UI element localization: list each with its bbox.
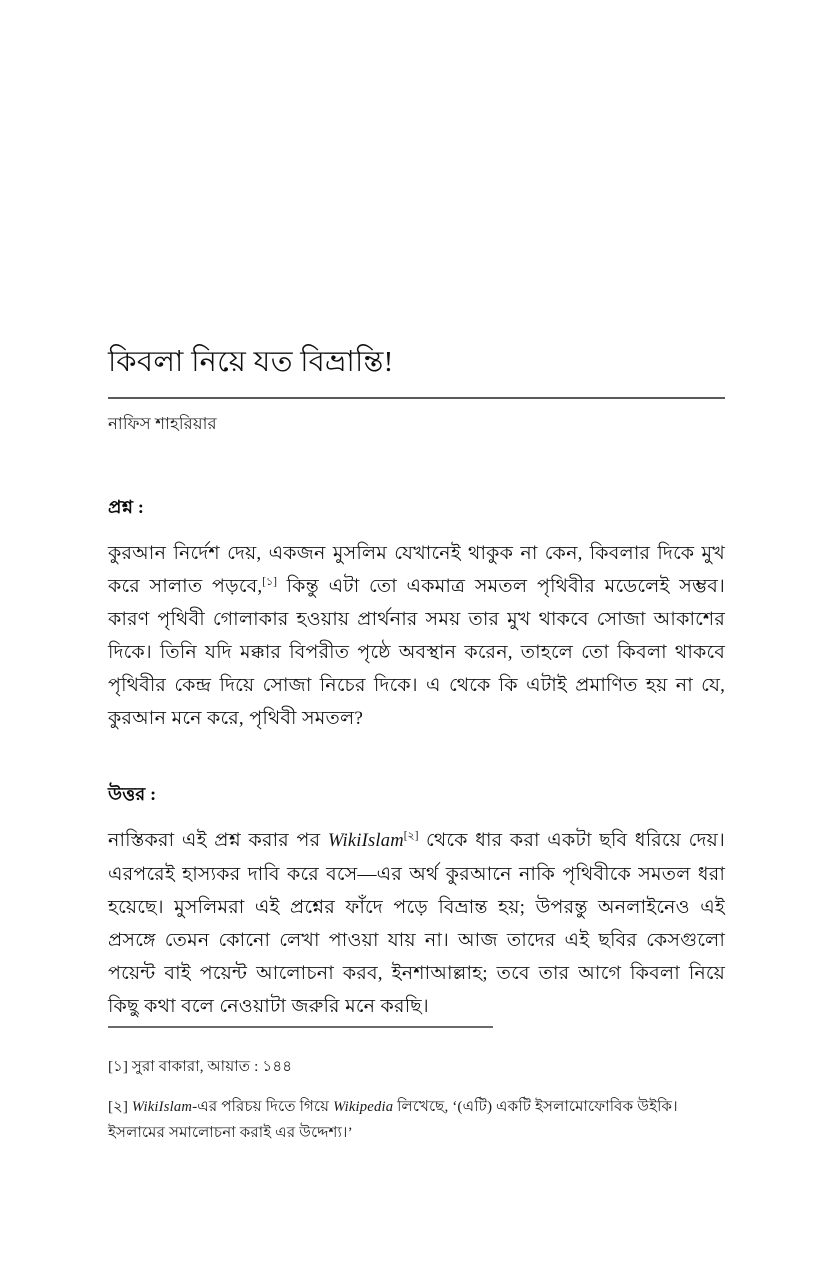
footnote-text-1: সুরা বাকারা, আয়াত : ১৪৪: [127, 1058, 293, 1075]
footnote-item-2: [108, 1094, 725, 1145]
question-text-part-1: কুরআন নির্দেশ দেয়, একজন মুসলিম যেখানেই থাকুক না কেন, কিবলার দিকে মুখ করে সালাত পড়বে,: [108, 542, 725, 597]
question-text-part-2: কিন্তু এটা তো একমাত্র সমতল পৃথিবীর মডেলেই সম্ভব। কারণ পৃথিবী গোলাকার হওয়ায় প্রার্থনার সময় তার মুখ থাকবে সোজা আকাশের দিকে। তিনি যদি মক্কার বিপরীত পৃষ্ঠে অবস্থান করেন, তাহলে তো কিবলা থাকবে পৃথিবীর কেন্দ্র দিয়ে সোজা নিচের দিকে। এ থেকে কি এটাই প্রমাণিত হয় না যে, কুরআন মনে করে, পৃথিবী সমতল?: [108, 575, 725, 729]
answer-text-part-2: থেকে ধার করা একটা ছবি ধরিয়ে দেয়। এরপরেই হাস্যকর দাবি করে বসে—এর অর্থ কুরআনে নাকি পৃথিবীকে সমতল ধরা হয়েছে। মুসলিমরা এই প্রশ্নের ফাঁদে পড়ে বিভ্রান্ত হয়; উপরন্তু অনলাইনেও এই প্রসঙ্গে তেমন কোনো লেখা পাওয়া যায় না। আজ তাদের এই ছবির কেসগুলো পয়েন্ট বাই পয়েন্ট আলোচনা করব, ইনশাআল্লাহ; তবে তার আগে কিবলা নিয়ে কিছু কথা বলে নেওয়াটা জরুরি মনে করছি।: [108, 829, 725, 1017]
footnote-ref-2[interactable]: [২]: [403, 829, 419, 842]
question-heading: প্রশ্ন :: [108, 496, 145, 517]
footnote-marker-1: [১]: [108, 1058, 128, 1075]
footnote-marker-2: [২]: [108, 1098, 128, 1115]
page-title: কিবলা নিয়ে যত বিভ্রান্তি!: [108, 346, 394, 378]
footnote-area: [108, 1026, 725, 1145]
answer-paragraph: [108, 824, 725, 1023]
footnote-ref-1[interactable]: [১]: [262, 575, 277, 588]
author-byline: নাফিস শাহরিয়ার: [108, 414, 217, 434]
answer-text-part-1: নাস্তিকরা এই প্রশ্ন করার পর: [108, 829, 328, 851]
question-paragraph: [108, 537, 725, 735]
footnote-text-end-2: লিখেছে, ‘(এটি) একটি ইসলামোফোবিক উইকি। ইসলামের সমালোচনা করাই এর উদ্দেশ্য।’: [108, 1098, 678, 1141]
wikiislam-term: WikiIslam: [327, 830, 404, 851]
footnote-text-middle-2: -এর পরিচয় দিতে গিয়ে: [192, 1098, 334, 1115]
wikiislam-term-footnote: WikiIslam: [131, 1099, 193, 1115]
document-text-block: [108, 345, 725, 1023]
wikipedia-term-footnote: Wikipedia: [333, 1099, 394, 1115]
title-divider: [108, 397, 725, 399]
footnote-item-1: [108, 1054, 725, 1079]
footnote-divider: [108, 1026, 493, 1028]
answer-heading: উত্তর :: [108, 783, 157, 804]
